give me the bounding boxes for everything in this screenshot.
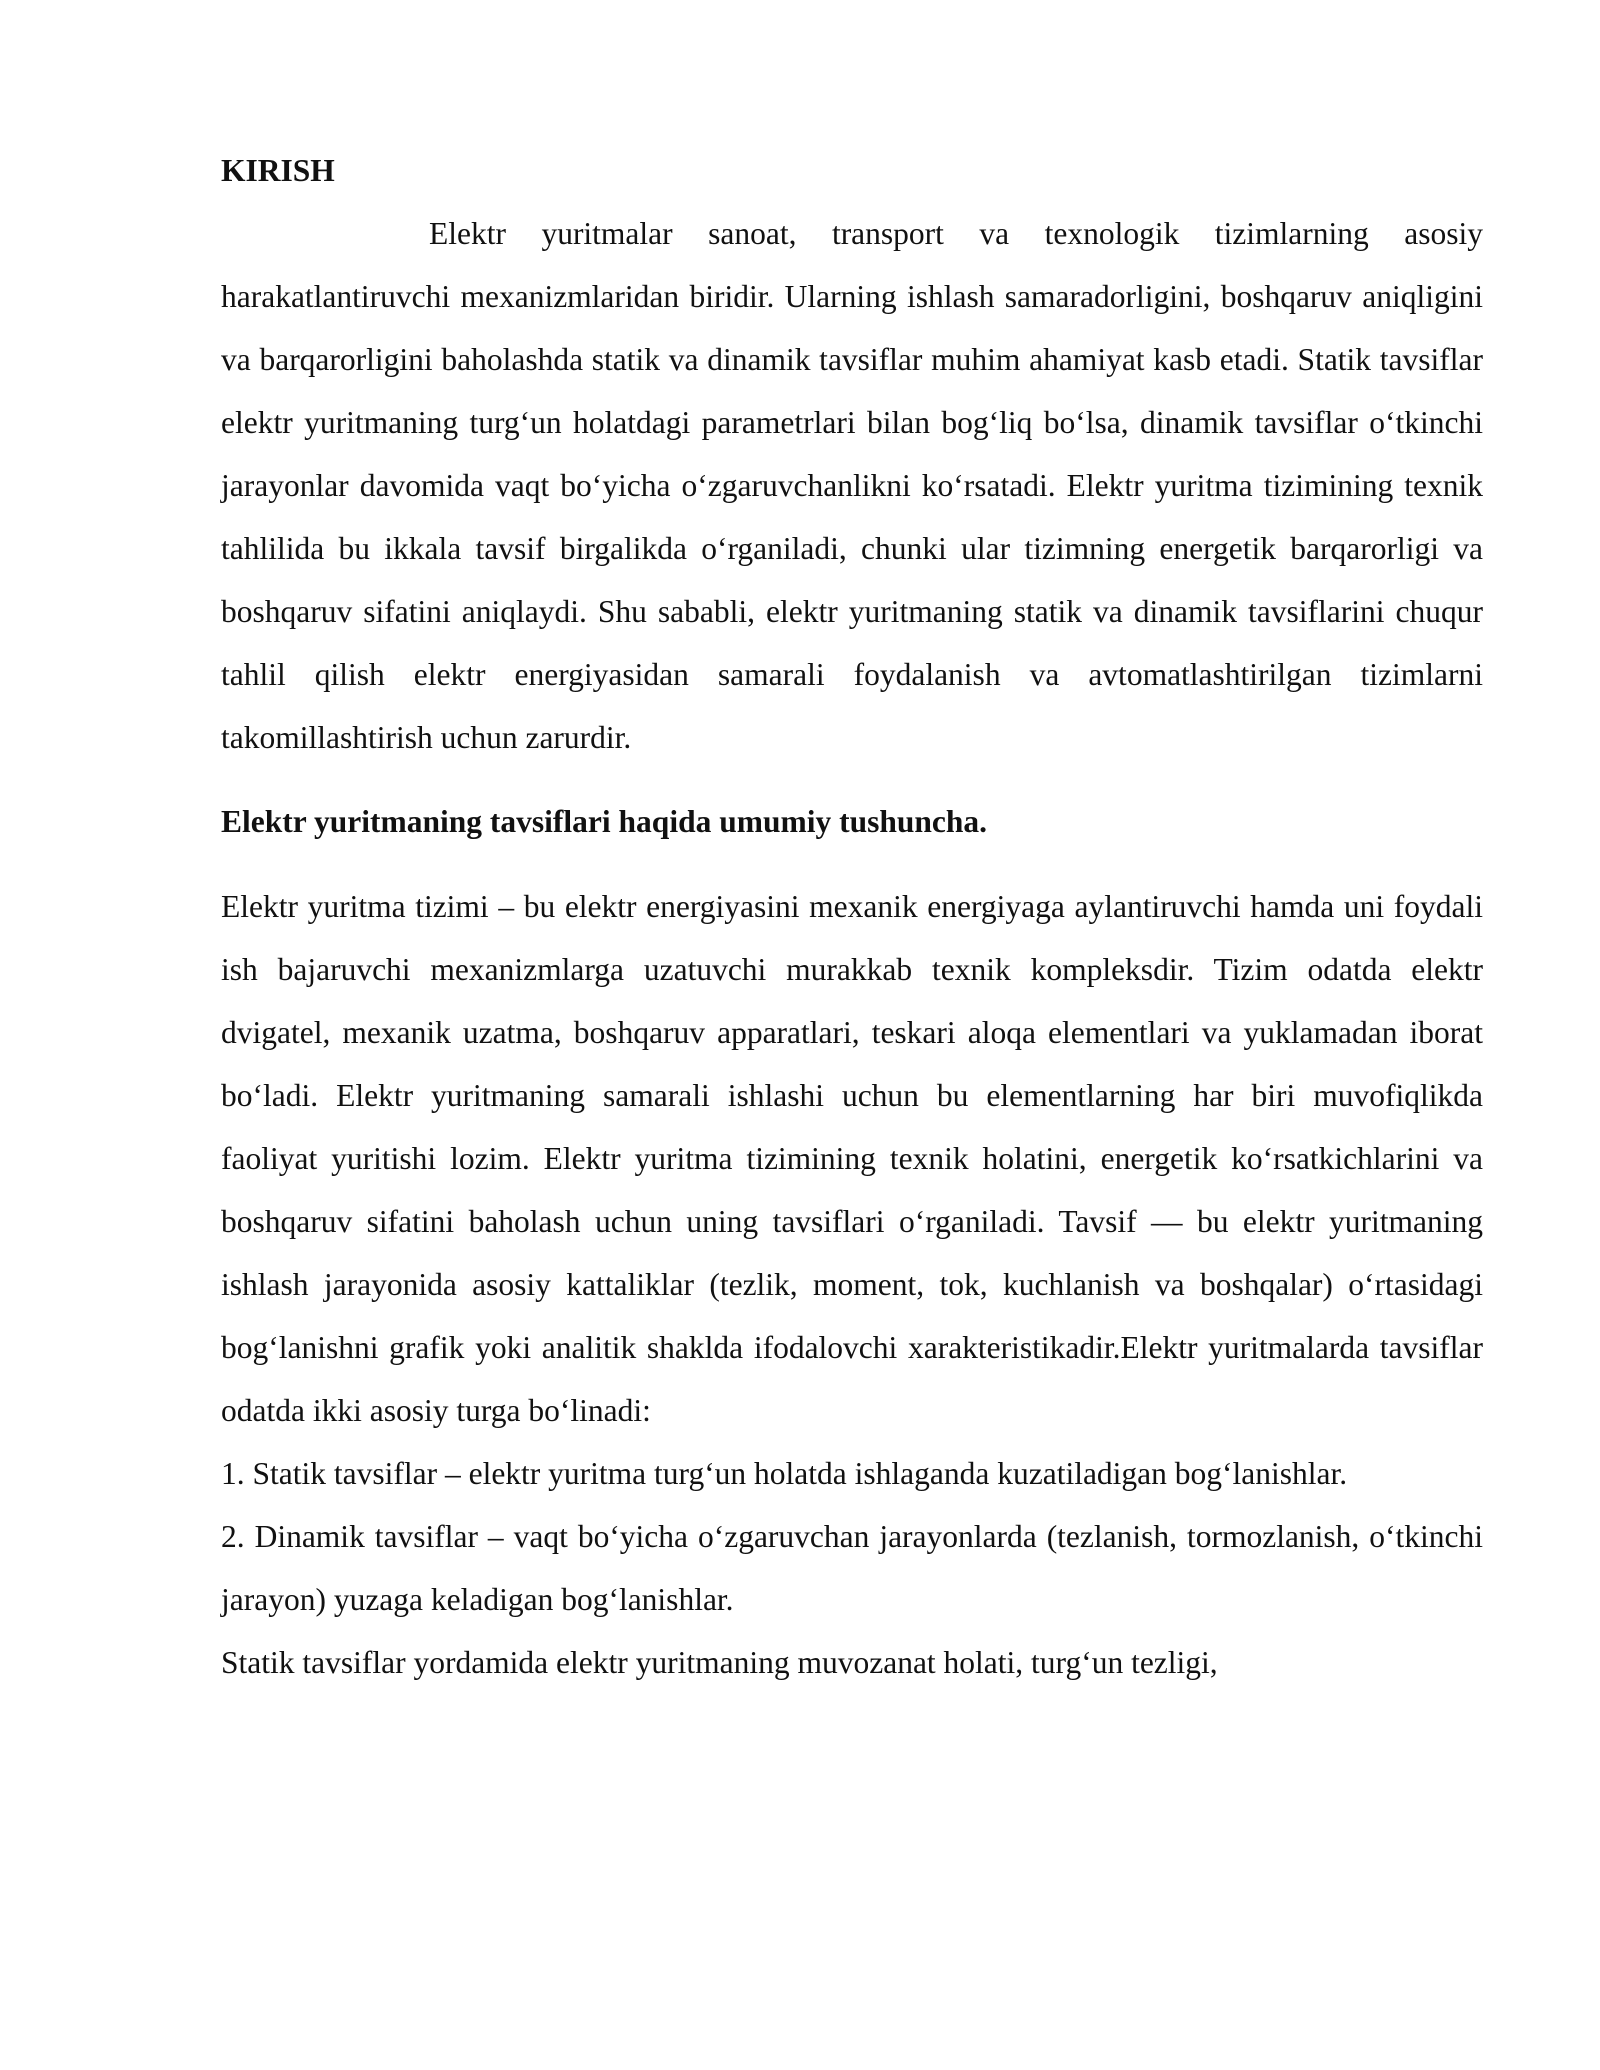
- closing-line: Statik tavsiflar yordamida elektr yuritmaning muvozanat holati, turg‘un tezligi,: [221, 1645, 1218, 1680]
- list-item-dinamik: 2. Dinamik tavsiflar – vaqt bo‘yicha o‘zgaruvchan jarayonlarda (tezlanish, tormozlanish, o‘tkinchi jarayon) yuzaga keladigan bog‘lanishlar.: [221, 1519, 1483, 1617]
- section-paragraph: Elektr yuritma tizimi – bu elektr energiyasini mexanik energiyaga aylantiruvchi hamda uni foydali ish bajaruvchi mexanizmlarga uzatuvchi murakkab texnik kompleksdir. Tizim odatda elektr dvigatel, mexanik uzatma, boshqaruv apparatlari, teskari aloqa elementlari va yuklamadan iborat bo‘ladi. Elektr yuritmaning samarali ishlashi uchun bu elementlarning har biri muvofiqlikda faoliyat yuritishi lozim. Elektr yuritma tizimining texnik holatini, energetik ko‘rsatkichlarini va boshqaruv sifatini baholash uchun uning tavsiflari o‘rganiladi. Tavsif — bu elektr yuritmaning ishlash jarayonida asosiy kattaliklar (tezlik, moment, tok, kuchlanish va boshqalar) o‘rtasidagi bog‘lanishni grafik yoki analitik shaklda ifodalovchi xarakteristikadir.Elektr yuritmalarda tavsiflar odatda ikki asosiy turga bo‘linadi:: [221, 889, 1483, 1428]
- document-title: KIRISH: [221, 153, 335, 188]
- section-heading: Elektr yuritmaning tavsiflari haqida umumiy tushuncha.: [221, 804, 988, 839]
- intro-paragraph: Elektr yuritmalar sanoat, transport va texnologik tizimlarning asosiy harakatlantiruvchi mexanizmlaridan biridir. Ularning ishlash samaradorligini, boshqaruv aniqligini va barqarorligini baholashda statik va dinamik tavsiflar muhim ahamiyat kasb etadi. Statik tavsiflar elektr yuritmaning turg‘un holatdagi parametrlari bilan bog‘liq bo‘lsa, dinamik tavsiflar o‘tkinchi jarayonlar davomida vaqt bo‘yicha o‘zgaruvchanlikni ko‘rsatadi. Elektr yuritma tizimining texnik tahlilida bu ikkala tavsif birgalikda o‘rganiladi, chunki ular tizimning energetik barqarorligi va boshqaruv sifatini aniqlaydi. Shu sababli, elektr yuritmaning statik va dinamik tavsiflarini chuqur tahlil qilish elektr energiyasidan samarali foydalanish va avtomatlashtirilgan tizimlarni takomillashtirish uchun zarurdir.: [221, 216, 1483, 755]
- document-page: [221, 140, 1483, 1694]
- list-item-statik: 1. Statik tavsiflar – elektr yuritma turg‘un holatda ishlaganda kuzatiladigan bog‘lanishlar.: [221, 1456, 1348, 1491]
